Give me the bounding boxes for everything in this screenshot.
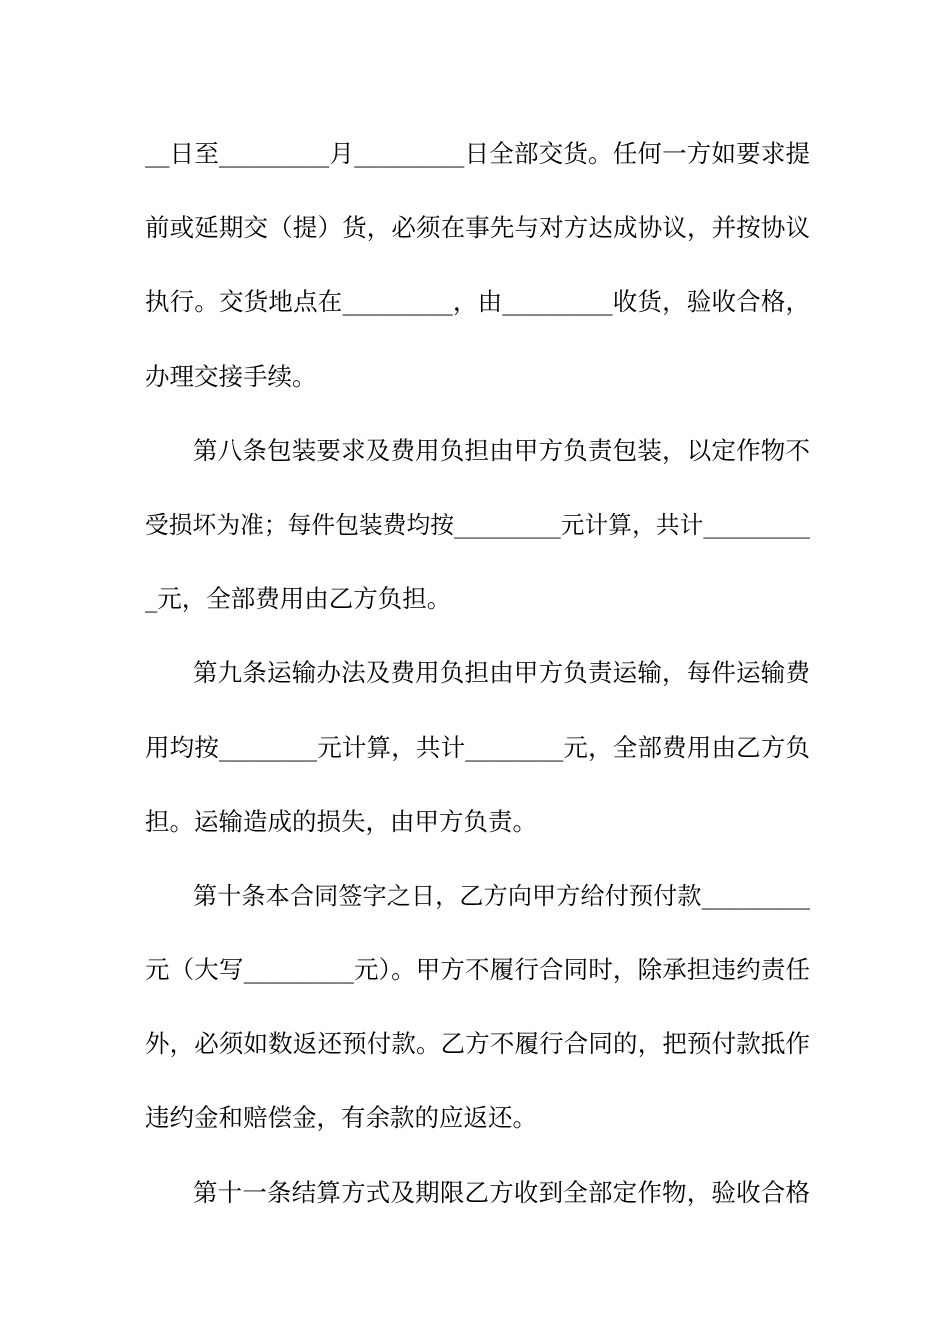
text-line: 执行。交货地点在_________，由_________收货，验收合格， <box>145 287 810 317</box>
text-line: 担。运输造成的损失，由甲方负责。 <box>145 806 537 836</box>
text-line: 外，必须如数返还预付款。乙方不履行合同的，把预付款抵作 <box>145 1029 810 1059</box>
text-line: _元，全部费用由乙方负担。 <box>145 584 452 614</box>
text-line: __日至_________月_________日全部交货。任何一方如要求提 <box>145 139 810 168</box>
clause-heading-line: 第九条运输办法及费用负担由甲方负责运输，每件运输费 <box>193 658 810 688</box>
text-line: 元（大写_________元）。甲方不履行合同时，除承担违约责任 <box>145 955 810 985</box>
clause-heading-line: 第十条本合同签字之日，乙方向甲方给付预付款_________ <box>193 881 810 910</box>
clause-heading-line: 第十一条结算方式及期限乙方收到全部定作物，验收合格 <box>193 1177 810 1207</box>
text-line: 用均按________元计算，共计________元，全部费用由乙方负 <box>145 732 810 762</box>
text-line: 前或延期交（提）货，必须在事先与对方达成协议，并按协议 <box>145 213 810 243</box>
clause-heading-line: 第八条包装要求及费用负担由甲方负责包装，以定作物不 <box>193 435 810 465</box>
contract-body <box>145 128 810 1241</box>
text-line: 受损坏为准；每件包装费均按_________元计算，共计_________ <box>145 510 810 539</box>
text-line: 违约金和赔偿金，有余款的应返还。 <box>145 1103 537 1133</box>
text-line: 办理交接手续。 <box>145 361 317 391</box>
